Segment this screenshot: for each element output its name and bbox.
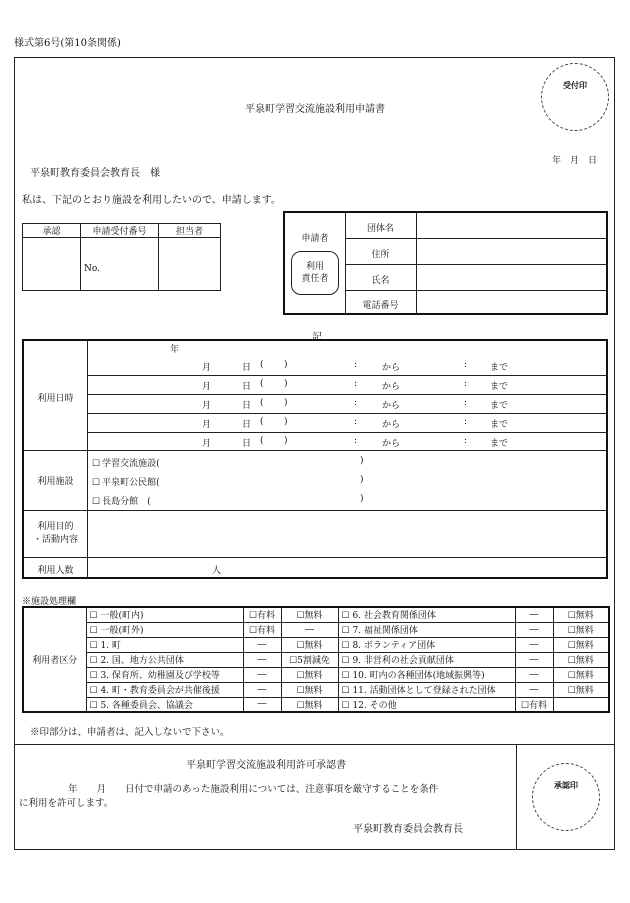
fee-left-2[interactable]: ☐無料 — [281, 697, 338, 712]
date-row[interactable]: 月 日 ( ) : から : まで — [202, 436, 509, 449]
address-input[interactable] — [417, 239, 606, 264]
category-left[interactable]: ☐ 一般(町内) — [86, 607, 243, 622]
staff-cell[interactable] — [159, 238, 221, 291]
permit-divider — [14, 744, 615, 745]
fee-left-2[interactable]: ☐無料 — [281, 637, 338, 652]
receipt-seal: 受付印 — [541, 63, 609, 131]
permit-seal-divider — [516, 744, 517, 850]
fee-left-1[interactable]: ― — [243, 652, 281, 667]
fee-left-2[interactable]: ― — [281, 622, 338, 637]
year-label: 年 — [170, 345, 180, 355]
field-name: 氏名 — [371, 276, 390, 286]
ki-label: 記 — [312, 332, 322, 343]
field-address: 住所 — [371, 250, 390, 260]
fee-right-2[interactable]: ☐無料 — [553, 667, 609, 682]
permit-signer: 平泉町教育委員会教育長 — [353, 824, 463, 835]
category-table — [22, 606, 610, 713]
category-right[interactable]: ☐ 7. 福祉関係団体 — [338, 622, 515, 637]
category-row — [23, 652, 609, 667]
fee-right-1[interactable]: ☐有料 — [515, 697, 553, 712]
category-right[interactable]: ☐ 12. その他 — [338, 697, 515, 712]
usage-date-label: 利用日時 — [37, 394, 74, 404]
fee-right-1[interactable]: ― — [515, 667, 553, 682]
staff-header: 担当者 — [159, 224, 221, 238]
fee-left-2[interactable]: ☐5割減免 — [281, 652, 338, 667]
fee-left-1[interactable]: ― — [243, 682, 281, 697]
date-row[interactable]: 月 日 ( ) : から : まで — [88, 413, 606, 433]
responsible-label: 利用 責任者 — [301, 262, 329, 284]
phone-input[interactable] — [417, 291, 606, 315]
fee-left-1[interactable]: ― — [243, 697, 281, 712]
facility-option-gakushu[interactable]: ☐ 学習交流施設( — [92, 456, 160, 469]
category-row — [23, 622, 609, 637]
user-category-label: 利用者区分 — [23, 607, 86, 712]
fee-left-1[interactable]: ☐有料 — [243, 607, 281, 622]
applicant-box — [283, 211, 608, 315]
intro-text: 私は、下記のとおり施設を利用したいので、申請します。 — [22, 195, 281, 206]
approval-header: 承認 — [23, 224, 81, 238]
field-group-name: 団体名 — [366, 224, 394, 234]
applicant-label: 申請者 — [301, 234, 329, 244]
processing-title: ※施設処理欄 — [22, 597, 77, 607]
field-phone: 電話番号 — [362, 301, 399, 311]
facility-option-kominkan[interactable]: ☐ 平泉町公民館( — [92, 475, 160, 488]
name-input[interactable] — [417, 265, 606, 290]
fee-left-1[interactable]: ― — [243, 667, 281, 682]
category-left[interactable]: ☐ 5. 各種委員会、協議会 — [86, 697, 243, 712]
fee-right-2[interactable]: ☐無料 — [553, 607, 609, 622]
date-row[interactable]: 月 日 ( ) : から : まで — [88, 394, 606, 414]
category-right[interactable]: ☐ 8. ボランティア団体 — [338, 637, 515, 652]
category-right[interactable]: ☐ 9. 非営利の社会貢献団体 — [338, 652, 515, 667]
permit-body-1: 年 月 日付で申請のあった施設利用については、注意事項を厳守することを条件 — [68, 784, 439, 795]
receipt-number-cell[interactable]: No. — [81, 238, 159, 291]
fee-right-1[interactable]: ― — [515, 637, 553, 652]
category-left[interactable]: ☐ 4. 町・教育委員会が共催後援 — [86, 682, 243, 697]
category-right[interactable]: ☐ 10. 町内の各種団体(地域振興等) — [338, 667, 515, 682]
receipt-number-header: 申請受付番号 — [81, 224, 159, 238]
category-right[interactable]: ☐ 11. 活動団体として登録された団体 — [338, 682, 515, 697]
fee-left-2[interactable]: ☐無料 — [281, 607, 338, 622]
addressee: 平泉町教育委員会教育長 様 — [30, 168, 160, 179]
fee-right-1[interactable]: ― — [515, 682, 553, 697]
fee-right-1[interactable]: ― — [515, 622, 553, 637]
purpose-label: 利用目的 ・活動内容 — [32, 522, 78, 545]
date-row[interactable]: 月 日 ( ) : から : まで — [88, 375, 606, 395]
category-left[interactable]: ☐ 1. 町 — [86, 637, 243, 652]
fee-right-2[interactable]: ☐無料 — [553, 652, 609, 667]
fee-right-2[interactable]: ☐無料 — [553, 637, 609, 652]
fee-right-2[interactable]: ☐無料 — [553, 682, 609, 697]
fee-left-1[interactable]: ― — [243, 637, 281, 652]
permit-body-2: に利用を許可します。 — [19, 798, 114, 809]
date-row[interactable]: 月 日 ( ) : から : まで — [88, 356, 606, 376]
facility-label: 利用施設 — [37, 477, 74, 487]
category-row — [23, 667, 609, 682]
category-row — [23, 682, 609, 697]
approval-table — [22, 223, 221, 291]
permit-title: 平泉町学習交流施設利用許可承認書 — [186, 760, 346, 771]
facility-option-nagashima[interactable]: ☐ 長島分館 ( — [92, 494, 151, 507]
fee-right-2[interactable] — [553, 697, 609, 712]
category-row — [23, 607, 609, 622]
page-title: 平泉町学習交流施設利用申請書 — [245, 104, 385, 115]
fee-left-2[interactable]: ☐無料 — [281, 667, 338, 682]
fee-right-1[interactable]: ― — [515, 607, 553, 622]
category-left[interactable]: ☐ 2. 国、地方公共団体 — [86, 652, 243, 667]
approval-cell[interactable] — [23, 238, 81, 291]
form-number: 様式第6号(第10条関係) — [14, 38, 121, 49]
date-line: 年 月 日 — [552, 156, 598, 166]
fee-right-2[interactable]: ☐無料 — [553, 622, 609, 637]
group-name-input[interactable] — [417, 213, 606, 238]
category-right[interactable]: ☐ 6. 社会教育関係団体 — [338, 607, 515, 622]
purpose-input[interactable] — [88, 511, 606, 557]
note-text: ※印部分は、申請者は、記入しないで下さい。 — [30, 727, 230, 738]
fee-left-1[interactable]: ☐有料 — [243, 622, 281, 637]
category-left[interactable]: ☐ 一般(町外) — [86, 622, 243, 637]
category-row — [23, 637, 609, 652]
usage-date-rows — [88, 341, 606, 450]
category-row — [23, 697, 609, 712]
approval-seal: 承認印 — [532, 763, 600, 831]
fee-right-1[interactable]: ― — [515, 652, 553, 667]
category-left[interactable]: ☐ 3. 保育所、幼稚園及び学校等 — [86, 667, 243, 682]
fee-left-2[interactable]: ☐無料 — [281, 682, 338, 697]
request-box: 利用日時 年 月 日 ( ) : から : まで 月 日 ( ) : から : まで 月 日 ( ) : から : まで 月 日 ( ) : から : まで 月 日 ( ) : から : まで 利用施設 ☐ 学習交流施設( ) ☐ 平泉町公民館( ) ☐ 長島分館 ( ) 利用目的 ・活動内容 利用人数 人 — [22, 339, 608, 579]
count-unit: 人 — [212, 566, 222, 576]
count-label: 利用人数 — [37, 566, 74, 576]
